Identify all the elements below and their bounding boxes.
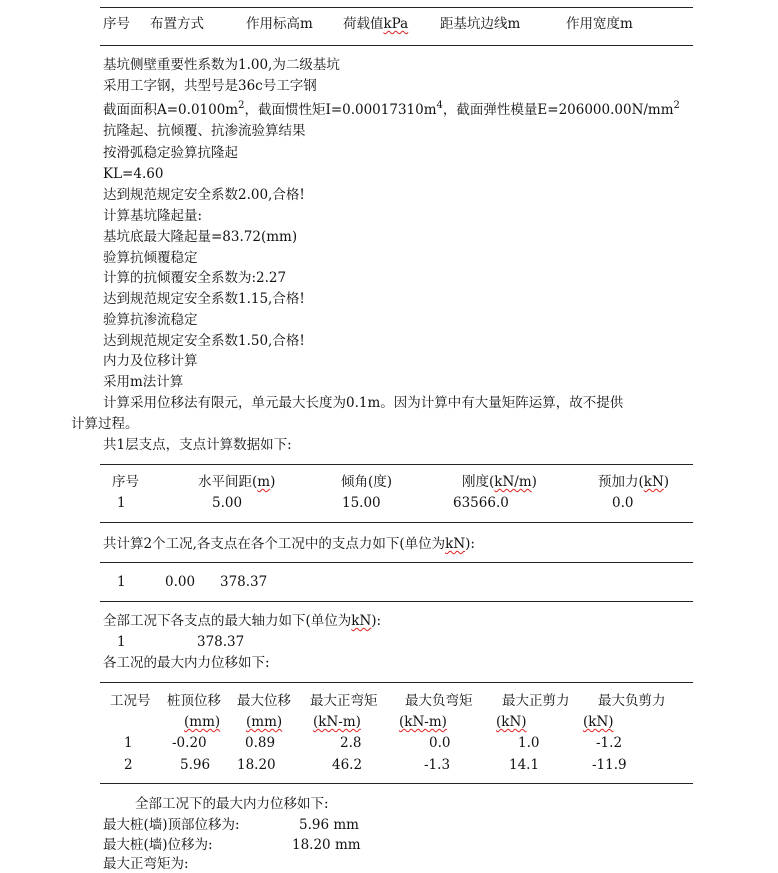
table-header-rule: [100, 45, 693, 46]
support-table-bottom-rule: [100, 522, 693, 523]
seepage-heading: 验算抗渗流稳定: [103, 312, 198, 328]
force-row1-pos-shear: 1.0: [518, 735, 540, 751]
cases-table-bottom-rule: [100, 601, 693, 602]
support-cell-spacing: 5.00: [212, 495, 243, 511]
internal-force-heading: 内力及位移计算: [103, 353, 198, 369]
overturning-heading: 验算抗倾覆稳定: [103, 250, 198, 266]
uplift-amount-heading: 计算基坑隆起量:: [103, 208, 203, 224]
force-header-neg-shear: 最大负剪力: [598, 693, 666, 709]
summary-max-disp-value: 18.20 mm: [292, 837, 361, 853]
m-method-line: 采用m法计算: [103, 374, 184, 390]
force-row2-neg-moment: -1.3: [424, 757, 451, 773]
force-row2-pos-moment: 46.2: [332, 757, 363, 773]
summary-title: 全部工况下的最大内力位移如下:: [135, 796, 329, 812]
steel-type-line: 采用工字钢，共型号是36c号工字钢: [103, 78, 317, 94]
uplift-pass-line: 达到规范规定安全系数2.00,合格!: [103, 187, 305, 203]
support-cell-stiffness: 63566.0: [453, 495, 509, 511]
summary-top-disp-label: 最大桩(墙)顶部位移为:: [103, 817, 240, 833]
header-col-elevation: 作用标高m: [246, 16, 313, 32]
summary-pos-moment-label-cut: 最大正弯矩为:: [103, 856, 189, 872]
force-row1-max-disp: 0.89: [245, 735, 276, 751]
header-col-load: 荷载值kPa: [343, 16, 409, 32]
force-table-top-rule: [100, 682, 693, 683]
support-table-top-rule: [100, 464, 693, 465]
section-properties-line: 截面面积$A=0.0100m^2$，截面惯性矩$I=0.00017310m^4$，截面弹性模量$E=206000.00N/mm^2$: [103, 100, 680, 118]
cases-table-top-rule: [100, 562, 693, 563]
cases-cell-no: 1: [117, 574, 126, 590]
force-table-bottom-rule: [100, 783, 693, 784]
header-col-width: 作用宽度m: [566, 16, 633, 32]
force-row1-top-disp: -0.20: [172, 735, 207, 751]
support-cell-no: 1: [117, 495, 126, 511]
force-header-neg-moment: 最大负弯矩: [405, 693, 473, 709]
max-axial-cell-no: 1: [117, 634, 126, 650]
force-unit-neg-shear: (kN): [583, 714, 614, 730]
support-header-angle: 倾角(度): [341, 474, 393, 490]
support-cell-prestress: 0.0: [612, 495, 634, 511]
force-header-pos-moment: 最大正弯矩: [310, 693, 378, 709]
support-header-no: 序号: [112, 474, 139, 490]
seepage-pass-line: 达到规范规定安全系数1.50,合格!: [103, 333, 305, 349]
force-header-case: 工况号: [110, 693, 151, 709]
force-unit-neg-moment: (kN-m): [399, 714, 447, 730]
support-header-spacing: 水平间距(m): [198, 474, 276, 490]
support-header-stiffness: 刚度(kN/m): [462, 474, 537, 490]
case-max-title: 各工况的最大内力位移如下:: [103, 655, 270, 671]
support-count-line: 共1层支点，支点计算数据如下:: [103, 437, 292, 453]
force-unit-max-disp: (mm): [246, 714, 283, 730]
force-unit-top-disp: (mm): [184, 714, 221, 730]
header-col-layout: 布置方式: [150, 16, 204, 32]
max-axial-cell-value: 378.37: [197, 634, 245, 650]
force-header-top-disp: 桩顶位移: [167, 693, 221, 709]
header-col-no: 序号: [103, 16, 130, 32]
fem-description-line2: 计算过程。: [71, 416, 139, 432]
overturning-pass-line: 达到规范规定安全系数1.15,合格!: [103, 291, 305, 307]
max-axial-line: 全部工况下各支点的最大轴力如下(单位为kN):: [103, 613, 382, 629]
overturning-factor-line: 计算的抗倾覆安全系数为:2.27: [103, 270, 287, 286]
support-cell-angle: 15.00: [342, 495, 381, 511]
check-results-heading: 抗隆起、抗倾覆、抗渗流验算结果: [103, 123, 306, 139]
force-header-max-disp: 最大位移: [237, 693, 291, 709]
force-row1-neg-moment: 0.0: [429, 735, 451, 751]
kl-value-line: KL=4.60: [103, 166, 164, 182]
force-row2-case: 2: [124, 757, 133, 773]
summary-top-disp-value: 5.96 mm: [299, 817, 359, 833]
force-row1-pos-moment: 2.8: [340, 735, 362, 751]
force-unit-pos-moment: (kN-m): [313, 714, 361, 730]
cases-description-line: 共计算2个工况,各支点在各个工况中的支点力如下(单位为kN):: [103, 536, 475, 552]
header-col-distance: 距基坑边线m: [440, 16, 521, 32]
summary-max-disp-label: 最大桩(墙)位移为:: [103, 837, 213, 853]
force-row2-max-disp: 18.20: [237, 757, 276, 773]
force-row2-top-disp: 5.96: [180, 757, 211, 773]
max-uplift-line: 基坑底最大隆起量=83.72(mm): [103, 229, 298, 245]
importance-factor-line: 基坑侧壁重要性系数为1.00,为二级基坑: [103, 57, 340, 73]
force-header-pos-shear: 最大正剪力: [502, 693, 570, 709]
support-header-prestress: 预加力(kN): [598, 474, 670, 490]
cases-cell-case2: 378.37: [220, 574, 268, 590]
force-row1-case: 1: [124, 735, 133, 751]
fem-description-line1: 计算采用位移法有限元，单元最大长度为0.1m。因为计算中有大量矩阵运算，故不提供: [103, 395, 624, 411]
cases-cell-case1: 0.00: [165, 574, 196, 590]
uplift-method-line: 按滑弧稳定验算抗隆起: [103, 145, 238, 161]
table-top-rule: [100, 7, 693, 8]
force-row2-neg-shear: -11.9: [592, 757, 627, 773]
force-row2-pos-shear: 14.1: [509, 757, 540, 773]
force-row1-neg-shear: -1.2: [596, 735, 623, 751]
force-unit-pos-shear: (kN): [496, 714, 527, 730]
